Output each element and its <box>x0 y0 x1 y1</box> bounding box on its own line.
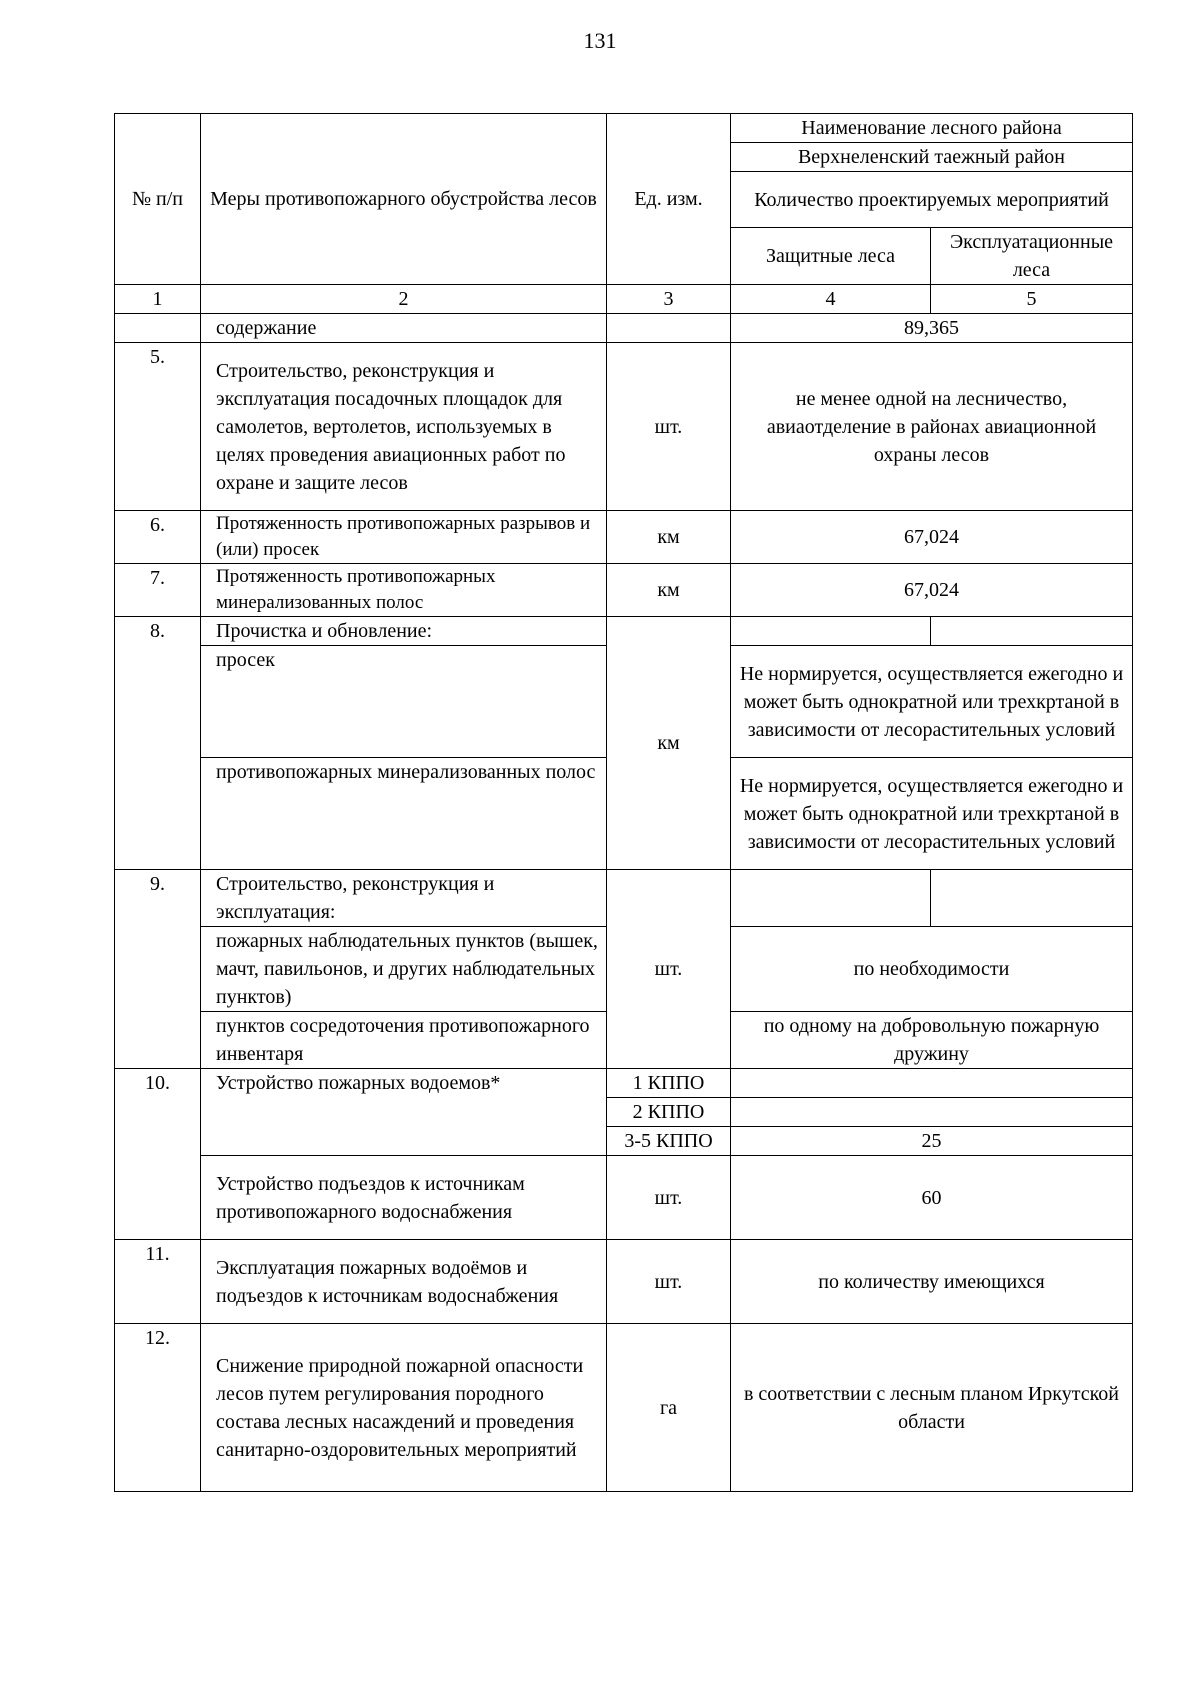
row-value: не менее одной на лесничество, авиаотделение в районах авиационной охраны лесов <box>731 343 1133 511</box>
table-row <box>115 870 1133 927</box>
row-value: 60 <box>731 1156 1133 1240</box>
row-value <box>731 1069 1133 1098</box>
table-row <box>115 564 1133 617</box>
row-value: по необходимости <box>731 927 1133 1012</box>
row-unit: 2 КППО <box>607 1098 731 1127</box>
table-row <box>115 1240 1133 1324</box>
header-protective: Защитные леса <box>731 228 931 285</box>
table-row <box>115 1156 1133 1240</box>
row-value: Не нормируется, осуществляется ежегодно и может быть однократной или трехкртаной в зависимости от лесорастительных условий <box>731 646 1133 758</box>
row-label: Эксплуатация пожарных водоёмов и подъездов к источникам водоснабжения <box>201 1240 607 1324</box>
row-value: Не нормируется, осуществляется ежегодно и может быть однократной или трехкртаной в зависимости от лесорастительных условий <box>731 758 1133 870</box>
row-value: 25 <box>731 1127 1133 1156</box>
row-label: Устройство пожарных водоемов* <box>201 1069 607 1156</box>
header-operational: Эксплуатационные леса <box>931 228 1133 285</box>
header-quantity-title: Количество проектируемых мероприятий <box>731 172 1133 228</box>
header-district-name: Верхнеленский таежный район <box>731 143 1133 172</box>
index-cell: 2 <box>201 285 607 314</box>
row-value <box>731 1098 1133 1127</box>
row-sublabel: Устройство подъездов к источникам противопожарного водоснабжения <box>201 1156 607 1240</box>
row-label: содержание <box>201 314 607 343</box>
row-num: 7. <box>115 564 201 617</box>
empty-cell <box>731 870 931 927</box>
row-num: 10. <box>115 1069 201 1240</box>
row-unit: шт. <box>607 1156 731 1240</box>
row-value: в соответствии с лесным планом Иркутской области <box>731 1324 1133 1492</box>
row-unit: км <box>607 564 731 617</box>
row-num: 5. <box>115 343 201 511</box>
row-sublabel: пунктов сосредоточения противопожарного инвентаря <box>201 1012 607 1069</box>
row-unit: 1 КППО <box>607 1069 731 1098</box>
empty-cell <box>931 870 1133 927</box>
row-label: Строительство, реконструкция и эксплуатация посадочных площадок для самолетов, вертолетов, используемых в целях проведения авиационных работ по охране и защите лесов <box>201 343 607 511</box>
row-sublabel: просек <box>201 646 607 758</box>
row-num: 9. <box>115 870 201 1069</box>
row-label: Строительство, реконструкция и эксплуатация: <box>201 870 607 927</box>
row-value: по количеству имеющихся <box>731 1240 1133 1324</box>
row-unit <box>607 314 731 343</box>
row-value: 89,365 <box>731 314 1133 343</box>
row-unit: шт. <box>607 1240 731 1324</box>
row-unit: шт. <box>607 870 731 1069</box>
index-cell: 5 <box>931 285 1133 314</box>
row-num <box>115 314 201 343</box>
empty-cell <box>931 617 1133 646</box>
table-row <box>115 1069 1133 1098</box>
index-cell: 3 <box>607 285 731 314</box>
row-label: Протяженность противопожарных минерализованных полос <box>201 564 607 617</box>
header-district-title: Наименование лесного района <box>731 114 1133 143</box>
header-measures: Меры противопожарного обустройства лесов <box>201 114 607 285</box>
header-unit: Ед. изм. <box>607 114 731 285</box>
empty-cell <box>731 617 931 646</box>
row-value: по одному на добровольную пожарную дружину <box>731 1012 1133 1069</box>
table-row <box>115 314 1133 343</box>
row-unit: км <box>607 511 731 564</box>
row-label: Снижение природной пожарной опасности лесов путем регулирования породного состава лесных насаждений и проведения санитарно-оздоровительных мероприятий <box>201 1324 607 1492</box>
row-unit: шт. <box>607 343 731 511</box>
row-sublabel: пожарных наблюдательных пунктов (вышек, мачт, павильонов, и других наблюдательных пунктов) <box>201 927 607 1012</box>
index-cell: 1 <box>115 285 201 314</box>
table-row <box>115 511 1133 564</box>
page-number: 131 <box>583 28 617 53</box>
fire-measures-table <box>114 113 1133 1492</box>
header-num: № п/п <box>115 114 201 285</box>
row-num: 12. <box>115 1324 201 1492</box>
row-label: Протяженность противопожарных разрывов и (или) просек <box>201 511 607 564</box>
row-label: Прочистка и обновление: <box>201 617 607 646</box>
table-row <box>115 617 1133 646</box>
row-num: 6. <box>115 511 201 564</box>
row-value: 67,024 <box>731 511 1133 564</box>
table-row <box>115 343 1133 511</box>
row-unit: км <box>607 617 731 870</box>
row-num: 11. <box>115 1240 201 1324</box>
table-row <box>115 1324 1133 1492</box>
index-cell: 4 <box>731 285 931 314</box>
row-num: 8. <box>115 617 201 870</box>
row-unit: 3-5 КППО <box>607 1127 731 1156</box>
row-value: 67,024 <box>731 564 1133 617</box>
row-unit: га <box>607 1324 731 1492</box>
row-sublabel: противопожарных минерализованных полос <box>201 758 607 870</box>
